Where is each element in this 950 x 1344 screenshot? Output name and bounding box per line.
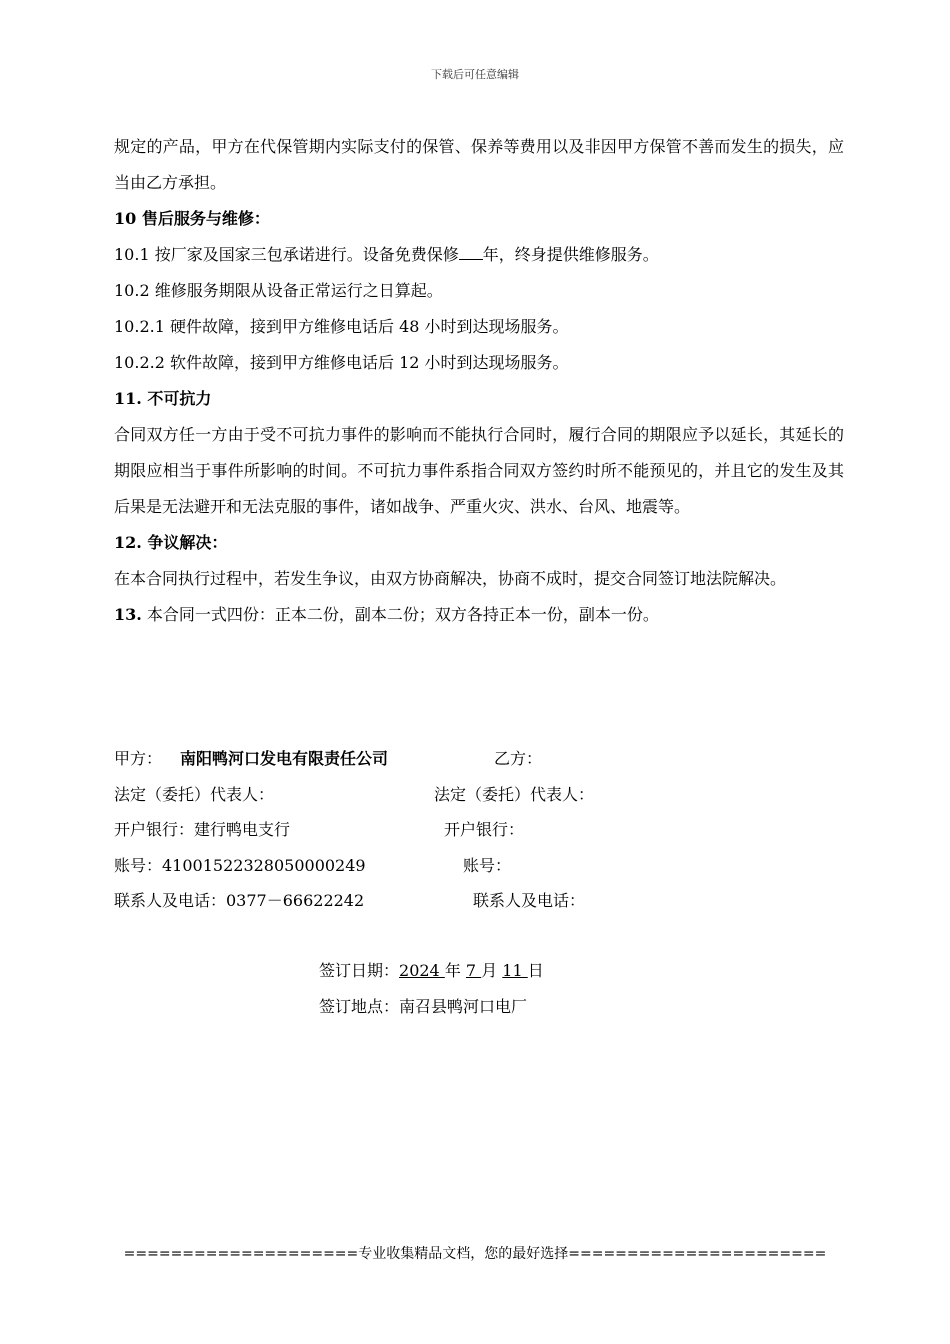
heading-dispute-resolution: 12. 争议解决：	[114, 533, 228, 552]
party-a-contact: 联系人及电话：0377－66622242	[114, 891, 365, 910]
signing-year: 2024	[399, 961, 445, 980]
signing-day: 11	[502, 961, 528, 980]
paragraph-dispute-resolution: 在本合同执行过程中，若发生争议，由双方协商解决，协商不成时，提交合同签订地法院解决。	[114, 569, 787, 588]
party-row-bank	[114, 812, 844, 848]
party-a-name: 南阳鸭河口发电有限责任公司	[180, 749, 389, 768]
signing-month: 7	[465, 961, 482, 980]
clause-10-2-1: 10.2.1 硬件故障，接到甲方维修电话后 48 小时到达现场服务。	[114, 317, 569, 336]
signing-month-unit: 月	[481, 961, 503, 980]
party-row-contact	[114, 883, 844, 919]
party-b-bank: 开户银行：	[444, 820, 525, 839]
clause-13-text: 本合同一式四份：正本二份，副本二份；双方各持正本一份，副本一份。	[141, 605, 659, 624]
party-a-account: 账号：41001522328050000249	[114, 855, 366, 875]
signing-date	[319, 953, 544, 989]
paragraph-storage-cost: 规定的产品，甲方在代保管期内实际支付的保管、保养等费用以及非因甲方保管不善而发生的损失，应当由乙方承担。	[114, 137, 844, 192]
party-a-bank: 开户银行：建行鸭电支行	[114, 820, 291, 839]
signature-parties	[114, 741, 844, 919]
signing-date-label: 签订日期：	[319, 961, 400, 980]
contract-body	[114, 129, 844, 633]
page-header-note: 下载后可任意编辑	[431, 68, 519, 81]
party-row-names	[114, 741, 844, 777]
signing-info	[319, 953, 544, 1025]
signing-place	[319, 989, 544, 1025]
clause-10-1-text-end: 年，终身提供维修服务。	[482, 245, 659, 264]
signing-year-unit: 年	[444, 961, 466, 980]
party-b-account: 账号：	[463, 855, 512, 875]
heading-force-majeure: 11. 不可抗力	[114, 389, 212, 408]
party-row-account	[114, 848, 844, 884]
clause-10-1	[114, 237, 844, 273]
party-row-representative	[114, 777, 844, 813]
clause-10-2: 10.2 维修服务期限从设备正常运行之日算起。	[114, 281, 443, 300]
party-b-contact: 联系人及电话：	[473, 891, 586, 910]
party-a	[114, 741, 388, 777]
signing-place-label: 签订地点：	[319, 997, 400, 1016]
heading-after-sales: 10 售后服务与维修：	[114, 209, 270, 228]
party-a-representative: 法定（委托）代表人：	[114, 784, 275, 804]
signing-day-unit: 日	[527, 961, 544, 980]
clause-13	[114, 597, 844, 633]
party-b-label: 乙方：	[494, 749, 543, 768]
clause-10-2-2: 10.2.2 软件故障，接到甲方维修电话后 12 小时到达现场服务。	[114, 353, 569, 372]
paragraph-force-majeure: 合同双方任一方由于受不可抗力事件的影响而不能执行合同时，履行合同的期限应予以延长，其延长的期限应相当于事件所影响的时间。不可抗力事件系指合同双方签约时所不能预见的，并且它的发生及其后果是无法避开和无法克服的事件，诸如战争、严重火灾、洪水、台风、地震等。	[114, 425, 844, 516]
signing-place-value: 南召县鸭河口电厂	[399, 997, 528, 1016]
clause-13-number: 13.	[114, 605, 142, 624]
warranty-years-blank	[459, 245, 483, 260]
party-b-representative: 法定（委托）代表人：	[434, 784, 595, 804]
page-footer: ====================专业收集精品文档，您的最好选择======================	[123, 1246, 827, 1262]
party-a-label: 甲方：	[114, 749, 163, 768]
clause-10-1-text: 10.1 按厂家及国家三包承诺进行。设备免费保修	[114, 245, 459, 264]
